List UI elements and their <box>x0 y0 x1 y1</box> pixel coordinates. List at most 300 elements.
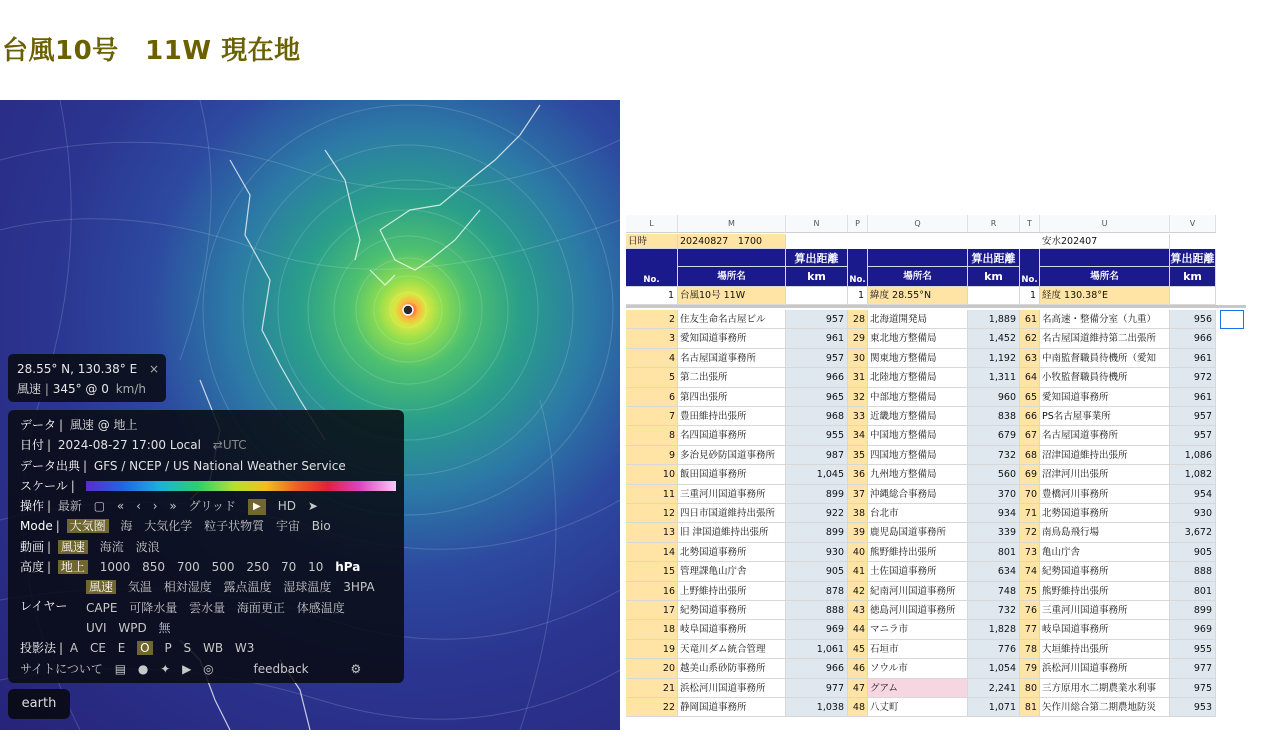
place-name-cell[interactable]: 四国地方整備局 <box>868 446 968 465</box>
distance-km-cell[interactable]: 888 <box>786 601 848 620</box>
place-name-cell[interactable]: 三方原用水二期農業水利事 <box>1040 679 1170 698</box>
data-label: データ <box>20 418 57 432</box>
distance-km-cell[interactable]: 953 <box>1170 698 1216 717</box>
distance-km-cell[interactable]: 1,045 <box>786 465 848 484</box>
distance-km-cell[interactable]: 960 <box>968 388 1020 407</box>
place-name-cell[interactable]: 沼津河川出張所 <box>1040 465 1170 484</box>
row-number[interactable]: 46 <box>848 659 868 678</box>
close-popup-icon[interactable]: × <box>149 362 160 376</box>
color-scale-bar[interactable] <box>86 481 396 491</box>
row-number[interactable]: 37 <box>848 485 868 504</box>
row-number[interactable]: 72 <box>1020 523 1040 542</box>
height-500[interactable]: 500 <box>211 560 235 575</box>
proj-w3[interactable]: W3 <box>234 641 255 656</box>
row-number[interactable]: 63 <box>1020 349 1040 368</box>
place-name-cell[interactable]: 紀勢国道事務所 <box>1040 562 1170 581</box>
row-number[interactable]: 44 <box>848 620 868 639</box>
row-number[interactable]: 6 <box>626 388 678 407</box>
row-number[interactable]: 47 <box>848 679 868 698</box>
place-name-cell[interactable]: グアム <box>868 679 968 698</box>
proj-o[interactable]: O <box>137 641 152 655</box>
row-number[interactable]: 30 <box>848 349 868 368</box>
place-header[interactable]: 場所名 <box>678 267 786 287</box>
row-number[interactable]: 48 <box>848 698 868 717</box>
mode-ocean[interactable]: 海 <box>120 519 133 534</box>
row-number[interactable]: 13 <box>626 523 678 542</box>
row-number[interactable]: 34 <box>848 426 868 445</box>
place-name-cell[interactable]: 大垣維持出張所 <box>1040 640 1170 659</box>
layer-cape[interactable]: CAPE <box>86 600 118 615</box>
row-number[interactable]: 80 <box>1020 679 1040 698</box>
anim-label: 動画 <box>20 539 45 554</box>
row-number[interactable]: 42 <box>848 582 868 601</box>
place-name-cell[interactable]: 北勢国道事務所 <box>678 543 786 562</box>
place-name-cell[interactable]: 熊野維持出張所 <box>1040 582 1170 601</box>
place-name-cell[interactable]: マニラ市 <box>868 620 968 639</box>
row-number[interactable]: 40 <box>848 543 868 562</box>
km-header[interactable]: km <box>968 267 1020 287</box>
proj-a[interactable]: A <box>69 641 79 656</box>
mode-atmosphere[interactable]: 大気圏 <box>67 519 109 533</box>
selected-cell[interactable] <box>1220 310 1244 329</box>
row-number[interactable]: 29 <box>848 329 868 348</box>
height-10[interactable]: 10 <box>308 560 324 575</box>
row-number[interactable]: 75 <box>1020 582 1040 601</box>
no-header[interactable]: No. <box>848 267 868 287</box>
layer-wind[interactable]: 風速 <box>86 580 116 594</box>
column-header[interactable]: L <box>626 215 678 233</box>
typhoon-center-marker <box>403 305 413 315</box>
layer-tpw[interactable]: 可降水量 <box>129 600 178 615</box>
row-number[interactable]: 65 <box>1020 388 1040 407</box>
row-number[interactable]: 69 <box>1020 465 1040 484</box>
row-number[interactable]: 36 <box>848 465 868 484</box>
place-name-cell[interactable]: 中南監督職員待機所（愛知 <box>1040 349 1170 368</box>
distance-km-cell[interactable]: 679 <box>968 426 1020 445</box>
row-number[interactable]: 8 <box>626 426 678 445</box>
row-number[interactable]: 79 <box>1020 659 1040 678</box>
place-name-cell[interactable]: 石垣市 <box>868 640 968 659</box>
distance-km-cell[interactable]: 1,452 <box>968 329 1020 348</box>
place-name-cell[interactable]: 多治見砂防国道事務所 <box>678 446 786 465</box>
distance-km-cell[interactable]: 957 <box>1170 407 1216 426</box>
row-number[interactable]: 14 <box>626 543 678 562</box>
km-header[interactable]: km <box>786 267 848 287</box>
calc-distance-header[interactable]: 算出距離 <box>1170 249 1216 267</box>
row-number[interactable]: 67 <box>1020 426 1040 445</box>
row-number[interactable]: 70 <box>1020 485 1040 504</box>
row-number[interactable]: 12 <box>626 504 678 523</box>
youtube-icon[interactable]: ▶ <box>182 661 192 676</box>
row-number[interactable]: 73 <box>1020 543 1040 562</box>
calendar-icon[interactable]: ▢ <box>93 499 106 514</box>
distance-km-cell[interactable]: 954 <box>1170 485 1216 504</box>
row-number[interactable]: 21 <box>626 679 678 698</box>
place-name-cell[interactable]: 北陸地方整備局 <box>868 368 968 387</box>
distance-km-cell[interactable]: 922 <box>786 504 848 523</box>
row-number[interactable]: 11 <box>626 485 678 504</box>
distance-km-cell[interactable]: 934 <box>968 504 1020 523</box>
earth-menu-button[interactable]: earth <box>8 689 70 719</box>
no-header[interactable]: No. <box>1020 267 1040 287</box>
distance-km-cell[interactable]: 732 <box>968 446 1020 465</box>
row-number[interactable]: 61 <box>1020 310 1040 329</box>
place-name-cell[interactable]: 第二出張所 <box>678 368 786 387</box>
distance-km-cell[interactable]: 2,241 <box>968 679 1020 698</box>
distance-km-cell[interactable]: 776 <box>968 640 1020 659</box>
place-name-cell[interactable]: 第四出張所 <box>678 388 786 407</box>
place-name-cell[interactable]: 四日市国道維持出張所 <box>678 504 786 523</box>
distance-km-cell[interactable]: 878 <box>786 582 848 601</box>
place-name-cell[interactable]: 南鳥島飛行場 <box>1040 523 1170 542</box>
spreadsheet[interactable] <box>626 215 1246 720</box>
place-name-cell[interactable]: 飯田国道事務所 <box>678 465 786 484</box>
row-number[interactable]: 19 <box>626 640 678 659</box>
row-number[interactable]: 17 <box>626 601 678 620</box>
row-number[interactable]: 10 <box>626 465 678 484</box>
distance-km-cell[interactable]: 634 <box>968 562 1020 581</box>
distance-km-cell[interactable]: 957 <box>786 310 848 329</box>
place-name-cell[interactable]: 北海道開発局 <box>868 310 968 329</box>
place-name-cell[interactable]: 名古屋国道維持第二出張所 <box>1040 329 1170 348</box>
distance-km-cell[interactable]: 961 <box>786 329 848 348</box>
place-name-cell[interactable]: 三重河川国道事務所 <box>1040 601 1170 620</box>
place-name-cell[interactable]: 八丈町 <box>868 698 968 717</box>
row-number[interactable]: 16 <box>626 582 678 601</box>
empty-cell[interactable] <box>786 287 848 305</box>
distance-km-cell[interactable]: 899 <box>786 523 848 542</box>
place-name-cell[interactable]: 住友生命名古屋ビル <box>678 310 786 329</box>
forward-icon[interactable]: › <box>152 499 158 514</box>
place-name-cell[interactable]: 越美山系砂防事務所 <box>678 659 786 678</box>
column-header[interactable]: V <box>1170 215 1216 233</box>
row-number[interactable]: 33 <box>848 407 868 426</box>
wind-unit[interactable]: km/h <box>115 382 146 396</box>
place-name-cell[interactable]: 愛知国道事務所 <box>1040 388 1170 407</box>
proj-e[interactable]: E <box>117 641 126 656</box>
wind-value: 345° @ 0 <box>52 382 109 396</box>
column-header[interactable]: M <box>678 215 786 233</box>
layer-uvi[interactable]: UVI <box>86 620 107 635</box>
place-name-cell[interactable]: 三重河川国道事務所 <box>678 485 786 504</box>
place-name-cell[interactable]: 近畿地方整備局 <box>868 407 968 426</box>
layer-wetbulb[interactable]: 湿球温度 <box>283 580 332 595</box>
place-name-cell[interactable]: 関東地方整備局 <box>868 349 968 368</box>
place-name-cell[interactable]: 岐阜国道事務所 <box>678 620 786 639</box>
place-name-cell[interactable]: 緯度 28.55°N <box>868 287 968 305</box>
place-name-cell[interactable]: 鹿児島国道事務所 <box>868 523 968 542</box>
freeze-divider <box>626 305 1246 308</box>
row-number[interactable]: 78 <box>1020 640 1040 659</box>
distance-km-cell[interactable]: 977 <box>1170 659 1216 678</box>
distance-km-cell[interactable]: 961 <box>1170 349 1216 368</box>
empty-cell[interactable] <box>1170 287 1216 305</box>
distance-km-cell[interactable]: 905 <box>1170 543 1216 562</box>
distance-km-cell[interactable]: 966 <box>1170 329 1216 348</box>
distance-km-cell[interactable]: 977 <box>786 679 848 698</box>
settings-gear-icon[interactable]: ⚙ <box>350 661 362 676</box>
row-number[interactable]: 31 <box>848 368 868 387</box>
place-name-cell[interactable]: 上野維持出張所 <box>678 582 786 601</box>
place-name-cell[interactable]: 浜松河川国道事務所 <box>678 679 786 698</box>
height-1000[interactable]: 1000 <box>99 560 131 575</box>
layer-none[interactable]: 無 <box>158 620 171 635</box>
data-value: 風速 @ 地上 <box>69 418 138 432</box>
row-number[interactable]: 71 <box>1020 504 1040 523</box>
distance-km-cell[interactable]: 968 <box>786 407 848 426</box>
distance-km-cell[interactable]: 930 <box>1170 504 1216 523</box>
row-number[interactable]: 1 <box>1020 287 1040 305</box>
height-850[interactable]: 850 <box>142 560 166 575</box>
column-header[interactable]: U <box>1040 215 1170 233</box>
layer-wpd[interactable]: WPD <box>118 620 147 635</box>
distance-km-cell[interactable]: 955 <box>786 426 848 445</box>
place-header[interactable]: 場所名 <box>868 267 968 287</box>
calc-distance-header[interactable]: 算出距離 <box>786 249 848 267</box>
distance-km-cell[interactable]: 972 <box>1170 368 1216 387</box>
km-header[interactable]: km <box>1170 267 1216 287</box>
instagram-icon[interactable]: ◎ <box>203 661 214 676</box>
distance-km-cell[interactable]: 838 <box>968 407 1020 426</box>
distance-km-cell[interactable]: 957 <box>1170 426 1216 445</box>
place-name-cell[interactable]: PS名古屋事業所 <box>1040 407 1170 426</box>
row-number[interactable]: 45 <box>848 640 868 659</box>
distance-km-cell[interactable]: 930 <box>786 543 848 562</box>
layer-tcw[interactable]: 雲水量 <box>189 600 226 615</box>
version-cell[interactable]: 安水202407 <box>1040 234 1170 249</box>
no-header[interactable]: No. <box>626 267 678 287</box>
header-blank[interactable] <box>1040 249 1170 267</box>
anim-waves[interactable]: 波浪 <box>135 539 160 554</box>
distance-km-cell[interactable]: 1,071 <box>968 698 1020 717</box>
forward-fast-icon[interactable]: » <box>169 499 177 514</box>
distance-km-cell[interactable]: 1,828 <box>968 620 1020 639</box>
place-name-cell[interactable]: 九州地方整備局 <box>868 465 968 484</box>
place-name-cell[interactable]: 名高速・整備分室（九重） <box>1040 310 1170 329</box>
back-icon[interactable]: ‹ <box>136 499 141 514</box>
anim-currents[interactable]: 海流 <box>99 539 124 554</box>
place-name-cell[interactable]: 中部地方整備局 <box>868 388 968 407</box>
place-name-cell[interactable]: 紀勢国道事務所 <box>678 601 786 620</box>
place-name-cell[interactable]: 熊野維持出張所 <box>868 543 968 562</box>
distance-km-cell[interactable]: 3,672 <box>1170 523 1216 542</box>
row-number[interactable]: 35 <box>848 446 868 465</box>
distance-km-cell[interactable]: 339 <box>968 523 1020 542</box>
row-number[interactable]: 4 <box>626 349 678 368</box>
row-number[interactable]: 28 <box>848 310 868 329</box>
place-name-cell[interactable]: 沖縄総合事務局 <box>868 485 968 504</box>
header-blank[interactable] <box>678 249 786 267</box>
date-value[interactable]: 2024-08-27 17:00 Local <box>57 438 201 453</box>
distance-km-cell[interactable]: 969 <box>1170 620 1216 639</box>
place-name-cell[interactable]: ソウル市 <box>868 659 968 678</box>
row-number[interactable]: 2 <box>626 310 678 329</box>
place-name-cell[interactable]: 徳島河川国道事務所 <box>868 601 968 620</box>
header-blank[interactable] <box>868 249 968 267</box>
grid-button[interactable]: グリッド <box>188 499 237 514</box>
mode-chem[interactable]: 大気化学 <box>144 519 193 534</box>
column-header[interactable]: P <box>848 215 868 233</box>
mode-particulates[interactable]: 粒子状物質 <box>204 519 265 534</box>
distance-km-cell[interactable]: 1,038 <box>786 698 848 717</box>
distance-km-cell[interactable]: 801 <box>968 543 1020 562</box>
proj-s[interactable]: S <box>183 641 192 656</box>
distance-km-cell[interactable]: 1,082 <box>1170 465 1216 484</box>
distance-km-cell[interactable]: 1,054 <box>968 659 1020 678</box>
row-number[interactable]: 22 <box>626 698 678 717</box>
distance-km-cell[interactable]: 801 <box>1170 582 1216 601</box>
row-number[interactable]: 15 <box>626 562 678 581</box>
place-name-cell[interactable]: 沼津国道維持出張所 <box>1040 446 1170 465</box>
place-name-cell[interactable]: 岐阜国道事務所 <box>1040 620 1170 639</box>
layer-dewpoint[interactable]: 露点温度 <box>223 580 272 595</box>
locate-icon[interactable]: ➤ <box>307 499 318 514</box>
proj-ce[interactable]: CE <box>89 641 106 656</box>
distance-km-cell[interactable]: 905 <box>786 562 848 581</box>
row-number[interactable]: 5 <box>626 368 678 387</box>
layer-rh[interactable]: 相対湿度 <box>163 580 212 595</box>
distance-km-cell[interactable]: 966 <box>786 368 848 387</box>
date-value-cell[interactable]: 20240827 1700 <box>678 234 786 249</box>
row-number[interactable]: 20 <box>626 659 678 678</box>
distance-km-cell[interactable]: 987 <box>786 446 848 465</box>
layer-section <box>20 577 392 638</box>
place-name-cell[interactable]: 中国地方整備局 <box>868 426 968 445</box>
distance-km-cell[interactable]: 969 <box>786 620 848 639</box>
place-name-cell[interactable]: 紀南河川国道事務所 <box>868 582 968 601</box>
place-header[interactable]: 場所名 <box>1040 267 1170 287</box>
anim-wind[interactable]: 風速 <box>58 540 88 554</box>
distance-km-cell[interactable]: 1,061 <box>786 640 848 659</box>
distance-km-cell[interactable]: 961 <box>1170 388 1216 407</box>
place-name-cell[interactable]: 経度 130.38°E <box>1040 287 1170 305</box>
distance-km-cell[interactable]: 975 <box>1170 679 1216 698</box>
place-name-cell[interactable]: 北勢国道事務所 <box>1040 504 1170 523</box>
about-link[interactable]: サイトについて <box>20 661 103 676</box>
layer-3hpa[interactable]: 3HPA <box>343 580 375 595</box>
distance-km-cell[interactable]: 899 <box>786 485 848 504</box>
row-number[interactable]: 76 <box>1020 601 1040 620</box>
distance-km-cell[interactable]: 1,192 <box>968 349 1020 368</box>
height-700[interactable]: 700 <box>176 560 200 575</box>
place-name-cell[interactable]: 矢作川総合第二期農地防災 <box>1040 698 1170 717</box>
date-label-cell[interactable]: 日時 <box>626 234 678 249</box>
proj-p[interactable]: P <box>164 641 172 656</box>
place-name-cell[interactable]: 土佐国道事務所 <box>868 562 968 581</box>
github-icon[interactable]: ● <box>137 661 149 676</box>
row-number[interactable]: 38 <box>848 504 868 523</box>
place-name-cell[interactable]: 名古屋国道事務所 <box>1040 426 1170 445</box>
row-number[interactable]: 1 <box>626 287 678 305</box>
layer-label: レイヤー <box>20 599 68 614</box>
row-number[interactable]: 32 <box>848 388 868 407</box>
place-name-cell[interactable]: 名古屋国道事務所 <box>678 349 786 368</box>
place-name-cell[interactable]: 豊橋河川事務所 <box>1040 485 1170 504</box>
blog-icon[interactable]: ▤ <box>114 661 127 676</box>
place-name-cell[interactable]: 豊田維持出張所 <box>678 407 786 426</box>
row-number[interactable]: 7 <box>626 407 678 426</box>
mode-space[interactable]: 宇宙 <box>275 519 300 534</box>
row-number[interactable]: 39 <box>848 523 868 542</box>
place-name-cell[interactable]: 静岡国道事務所 <box>678 698 786 717</box>
height-surface[interactable]: 地上 <box>58 560 88 574</box>
place-name-cell[interactable]: 天竜川ダム統合管理 <box>678 640 786 659</box>
row-number[interactable]: 9 <box>626 446 678 465</box>
distance-km-cell[interactable]: 732 <box>968 601 1020 620</box>
row-number[interactable]: 68 <box>1020 446 1040 465</box>
layer-misery[interactable]: 体感温度 <box>296 600 345 615</box>
bluesky-icon[interactable]: ✦ <box>160 661 171 676</box>
empty-cell[interactable] <box>968 287 1020 305</box>
row-number[interactable]: 18 <box>626 620 678 639</box>
place-name-cell[interactable]: 東北地方整備局 <box>868 329 968 348</box>
location-popup: 28.55° N, 130.38° E × 風速 | 345° @ 0 km/h <box>8 354 166 402</box>
row-number[interactable]: 64 <box>1020 368 1040 387</box>
place-name-cell[interactable]: 亀山庁舎 <box>1040 543 1170 562</box>
distance-km-cell[interactable]: 888 <box>1170 562 1216 581</box>
row-number[interactable]: 77 <box>1020 620 1040 639</box>
distance-km-cell[interactable]: 957 <box>786 349 848 368</box>
distance-km-cell[interactable]: 748 <box>968 582 1020 601</box>
utc-toggle[interactable]: ⇄UTC <box>212 438 247 453</box>
height-70[interactable]: 70 <box>281 560 297 575</box>
column-header[interactable]: R <box>968 215 1020 233</box>
row-number[interactable]: 81 <box>1020 698 1040 717</box>
latest-button[interactable]: 最新 <box>57 499 82 514</box>
column-header[interactable]: Q <box>868 215 968 233</box>
height-250[interactable]: 250 <box>246 560 270 575</box>
place-name-cell[interactable]: 愛知国道事務所 <box>678 329 786 348</box>
place-name-cell[interactable]: 浜松河川国道事務所 <box>1040 659 1170 678</box>
row-number[interactable]: 1 <box>848 287 868 305</box>
distance-km-cell[interactable]: 965 <box>786 388 848 407</box>
place-name-cell[interactable]: 台風10号 11W <box>678 287 786 305</box>
page-title: 台風10号 11W 現在地 <box>2 36 301 66</box>
place-name-cell[interactable]: 名四国道事務所 <box>678 426 786 445</box>
row-number[interactable]: 41 <box>848 562 868 581</box>
distance-km-cell[interactable]: 370 <box>968 485 1020 504</box>
distance-km-cell[interactable]: 966 <box>786 659 848 678</box>
distance-km-cell[interactable]: 899 <box>1170 601 1216 620</box>
layer-mslp[interactable]: 海面更正 <box>236 600 285 615</box>
row-number[interactable]: 66 <box>1020 407 1040 426</box>
place-name-cell[interactable]: 小牧監督職員待機所 <box>1040 368 1170 387</box>
play-icon[interactable]: ▶ <box>248 499 266 515</box>
row-number[interactable]: 3 <box>626 329 678 348</box>
mode-bio[interactable]: Bio <box>311 519 331 534</box>
back-fast-icon[interactable]: « <box>116 499 125 514</box>
place-name-cell[interactable]: 旧 津国道維持出張所 <box>678 523 786 542</box>
place-name-cell[interactable]: 管理課亀山庁舎 <box>678 562 786 581</box>
distance-km-cell[interactable]: 955 <box>1170 640 1216 659</box>
distance-km-cell[interactable]: 1,311 <box>968 368 1020 387</box>
distance-km-cell[interactable]: 1,889 <box>968 310 1020 329</box>
calc-distance-header[interactable]: 算出距離 <box>968 249 1020 267</box>
distance-km-cell[interactable]: 560 <box>968 465 1020 484</box>
feedback-link[interactable]: feedback <box>253 661 309 676</box>
row-number[interactable]: 43 <box>848 601 868 620</box>
row-number[interactable]: 74 <box>1020 562 1040 581</box>
hd-button[interactable]: HD <box>277 499 296 514</box>
column-header[interactable]: N <box>786 215 848 233</box>
layer-temp[interactable]: 気温 <box>127 580 152 595</box>
place-name-cell[interactable]: 台北市 <box>868 504 968 523</box>
distance-km-cell[interactable]: 1,086 <box>1170 446 1216 465</box>
column-header[interactable]: T <box>1020 215 1040 233</box>
proj-wb[interactable]: WB <box>202 641 224 656</box>
distance-km-cell[interactable]: 956 <box>1170 310 1216 329</box>
row-number[interactable]: 62 <box>1020 329 1040 348</box>
